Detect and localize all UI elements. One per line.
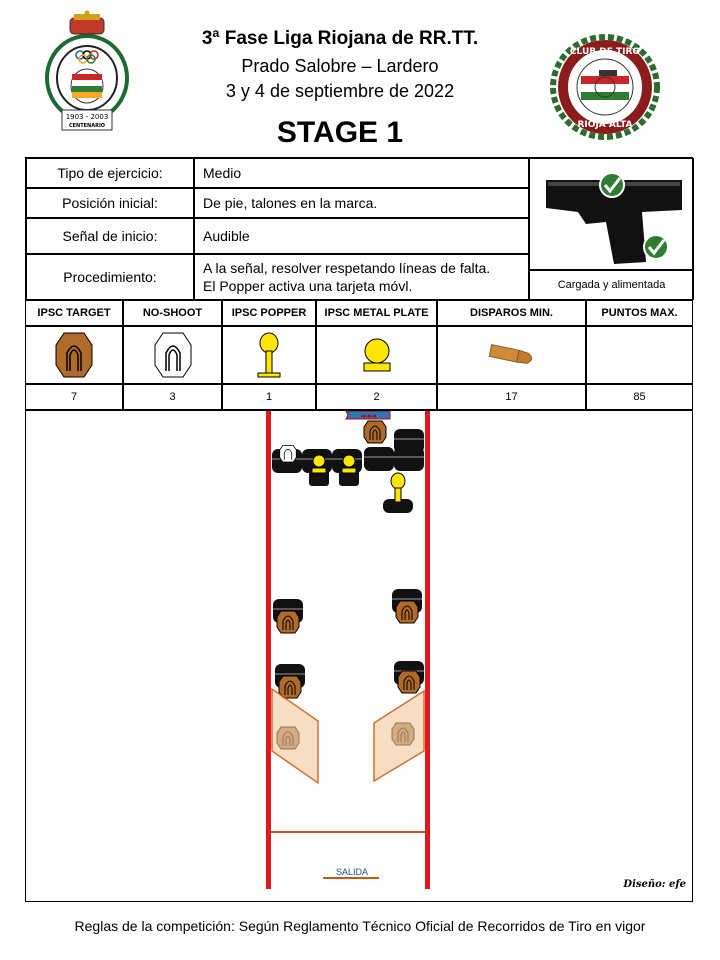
ipsc-target-cell [25, 326, 123, 384]
start-signal-value: Audible [194, 218, 529, 254]
svg-text:CENTENARIO: CENTENARIO [68, 123, 106, 129]
right-fault-line [425, 411, 430, 889]
start-position-mark [323, 877, 379, 879]
popper-target [383, 473, 413, 513]
header-max-points: PUNTOS MAX. [586, 300, 693, 326]
cartridge-cell [437, 326, 586, 384]
svg-text:1903 - 2003: 1903 - 2003 [65, 113, 109, 121]
competition-rules-footer: Reglas de la competición: Según Reglamento Técnico Oficial de Recorridos de Tiro en vigor [74, 918, 646, 934]
ipsc-target [396, 601, 418, 623]
count-min-shots: 17 [437, 384, 586, 410]
weapon-panel [529, 158, 694, 270]
stage-title: STAGE 1 [276, 116, 404, 149]
svg-text:◄◄◄: ◄◄◄ [359, 412, 377, 420]
procedure-label: Procedimiento: [26, 254, 194, 300]
ipsc-target [398, 671, 420, 693]
header [0, 0, 720, 158]
right-wall [374, 691, 424, 781]
no-shoot-target [280, 446, 297, 463]
left-fault-line [266, 411, 271, 889]
rear-fault-line [271, 831, 425, 833]
popper-icon [254, 331, 284, 379]
left-wall [272, 689, 318, 783]
ipsc-target-icon [54, 331, 94, 379]
procedure-line-2: El Popper activa una tarjeta móvl. [203, 278, 413, 294]
procedure-value [194, 254, 529, 300]
header-ipsc-popper: IPSC POPPER [222, 300, 316, 326]
stage-diagram [25, 410, 693, 902]
points-cell [586, 326, 693, 384]
header-ipsc-target: IPSC TARGET [25, 300, 123, 326]
exercise-type-label: Tipo de ejercicio: [26, 158, 194, 188]
svg-text:CLUB DE TIRO: CLUB DE TIRO [569, 47, 641, 57]
popper-cell [222, 326, 316, 384]
start-position-value: De pie, talones en la marca. [194, 188, 529, 218]
cartridge-icon [486, 340, 538, 370]
procedure-line-1: A la señal, resolver respetando líneas de falta. [203, 260, 491, 276]
header-metal-plate: IPSC METAL PLATE [316, 300, 437, 326]
barrel [364, 447, 394, 471]
stage-layout-svg [26, 411, 694, 903]
design-credit: Diseño: efe [623, 879, 686, 890]
count-metal-plate: 2 [316, 384, 437, 410]
pistol-with-checkmarks-icon [534, 162, 689, 267]
barrel [394, 447, 424, 471]
header-min-shots: DISPAROS MIN. [437, 300, 586, 326]
start-signal-label: Señal de inicio: [26, 218, 194, 254]
svg-text:RIOJA ALTA: RIOJA ALTA [577, 120, 633, 130]
no-shoot-icon [153, 331, 193, 379]
event-location: Prado Salobre – Lardero [241, 56, 439, 76]
event-date: 3 y 4 de septiembre de 2022 [225, 81, 455, 101]
count-ipsc-target: 7 [25, 384, 123, 410]
event-title: 3ª Fase Liga Riojana de RR.TT. [201, 28, 479, 49]
ipsc-target [277, 611, 299, 633]
club-logo-icon [545, 32, 665, 142]
start-position-label: Posición inicial: [26, 188, 194, 218]
exercise-type-value: Medio [194, 158, 529, 188]
metal-plate-icon [360, 335, 394, 375]
ipsc-target-moving [364, 421, 386, 443]
moving-target-indicator [346, 411, 390, 420]
ipsc-target [279, 676, 301, 698]
header-no-shoot: NO-SHOOT [123, 300, 222, 326]
weapon-caption: Cargada y alimentada [529, 270, 694, 300]
count-popper: 1 [222, 384, 316, 410]
no-shoot-cell [123, 326, 222, 384]
metal-plate-cell [316, 326, 437, 384]
count-no-shoot: 3 [123, 384, 222, 410]
federation-logo-icon [40, 10, 135, 135]
count-max-points: 85 [586, 384, 693, 410]
stage-info-table [25, 157, 693, 300]
start-label: SALIDA [335, 867, 368, 877]
